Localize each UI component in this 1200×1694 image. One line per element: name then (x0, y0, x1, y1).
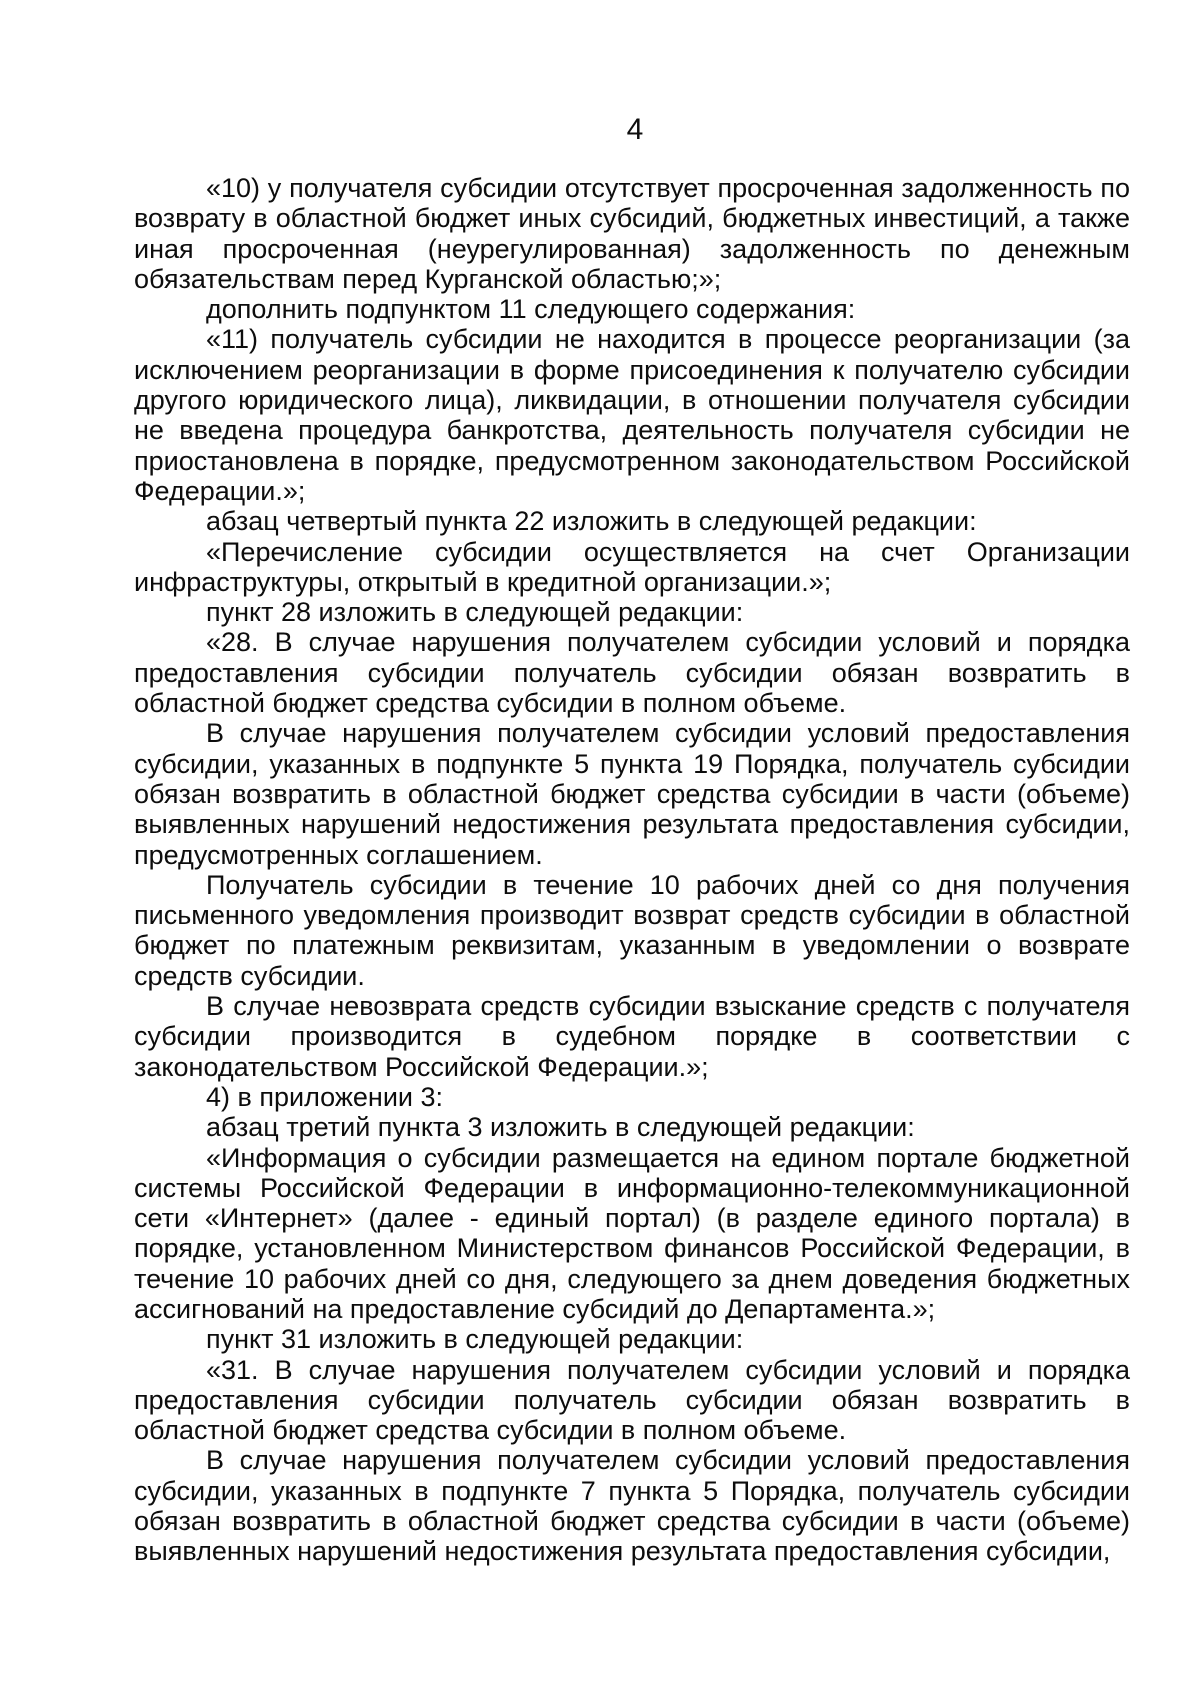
paragraph-clause-31-text: «31. В случае нарушения получателем субсидии условий и порядка предоставления субсидии получатель субсидии обязан возвратить в областной бюджет средства субсидии в полном объеме. (134, 1354, 1130, 1446)
paragraph-subclause-10: «10) у получателя субсидии отсутствует просроченная задолженность по возврату в областной бюджет иных субсидий, бюджетных инвестиций, а также иная просроченная (неурегулированная) задолженность по денежным обязательствам перед Курганской областью;»; (134, 173, 1130, 294)
paragraph-clause-28-recovery: В случае невозврата средств субсидии взыскание средств с получателя субсидии производится в судебном порядке в соответствии с законодательством Российской Федерации.»; (134, 991, 1130, 1082)
paragraph-clause-3-text: «Информация о субсидии размещается на едином портале бюджетной системы Российской Федерации в информационно-телекоммуникационной сети «Интернет» (далее - единый портал) (в разделе единого портала) в порядке, установленном Министерством финансов Российской Федерации, в течение 10 рабочих дней со дня, следующего за днем доведения бюджетных ассигнований на предоставление субсидий до Департамента.»; (134, 1142, 1130, 1324)
paragraph-clause-22-instruction: абзац четвертый пункта 22 изложить в следующей редакции: (206, 506, 977, 537)
paragraph-clause-3-instruction: абзац третий пункта 3 изложить в следующей редакции: (206, 1112, 915, 1143)
paragraph-clause-31-violation: В случае нарушения получателем субсидии условий предоставления субсидии, указанных в подпункте 7 пункта 5 Порядка, получатель субсидии обязан возвратить в областной бюджет средства субсидии в части (объеме) выявленных нарушений недостижения результата предоставления субсидии, (134, 1445, 1130, 1567)
paragraph-appendix-3: 4) в приложении 3: (206, 1081, 444, 1112)
paragraph-add-subclause-11: дополнить подпунктом 11 следующего содержания: (206, 294, 856, 325)
paragraph-clause-28-refund-term: Получатель субсидии в течение 10 рабочих дней со дня получения письменного уведомления производит возврат средств субсидии в областной бюджет по платежным реквизитам, указанным в уведомлении о возврате средств субсидии. (134, 869, 1130, 991)
paragraph-clause-28-violation: В случае нарушения получателем субсидии условий предоставления субсидии, указанных в подпункте 5 пункта 19 Порядка, получатель субсидии обязан возвратить в областной бюджет средства субсидии в части (объеме) выявленных нарушений недостижения результата предоставления субсидии, предусмотренных соглашением. (134, 718, 1130, 870)
paragraph-clause-28-text: «28. В случае нарушения получателем субсидии условий и порядка предоставления субсидии получатель субсидии обязан возвратить в областной бюджет средства субсидии в полном объеме. (134, 627, 1130, 719)
paragraph-clause-28-instruction: пункт 28 изложить в следующей редакции: (206, 597, 744, 628)
document-body (134, 173, 1130, 1567)
paragraph-clause-31-instruction: пункт 31 изложить в следующей редакции: (206, 1324, 744, 1355)
paragraph-clause-22-text: «Перечисление субсидии осуществляется на счет Организации инфраструктуры, открытый в кредитной организации.»; (134, 536, 1130, 597)
paragraph-subclause-11: «11) получатель субсидии не находится в процессе реорганизации (за исключением реорганизации в форме присоединения к получателю субсидии другого юридического лица), ликвидации, в отношении получателя субсидии не введена процедура банкротства, деятельность получателя субсидии не приостановлена в порядке, предусмотренном законодательством Российской Федерации.»; (134, 324, 1130, 506)
page-number: 4 (626, 113, 644, 146)
